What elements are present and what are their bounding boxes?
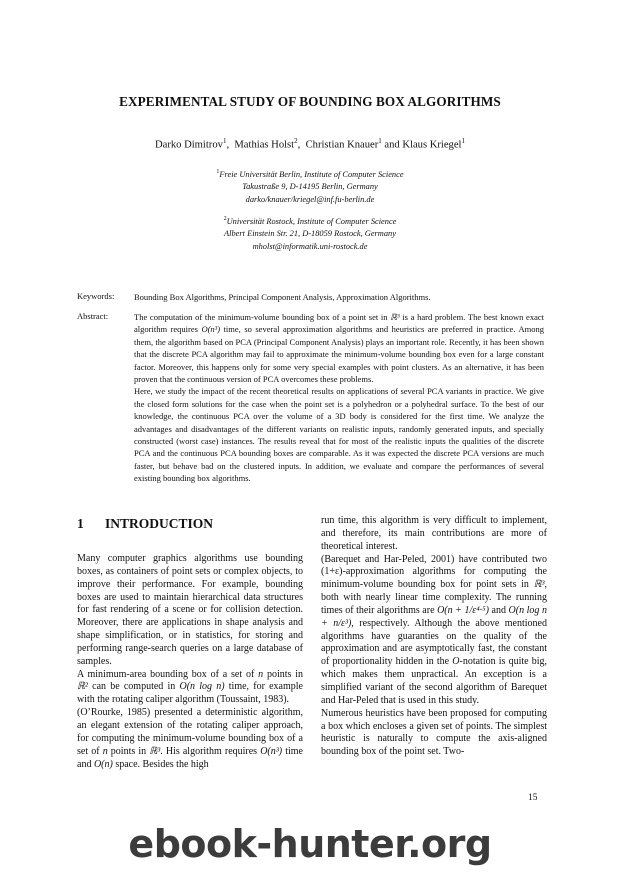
author-name: Darko Dimitrov bbox=[154, 139, 223, 151]
abstract-body bbox=[134, 311, 544, 485]
keywords-text: Bounding Box Algorithms, Principal Component Analysis, Approximation Algorithms. bbox=[134, 292, 431, 302]
affiliation-number: 1 bbox=[216, 169, 220, 175]
affiliation-number: 2 bbox=[223, 216, 227, 222]
keywords-label: Keywords: bbox=[77, 291, 115, 301]
author-name: Christian Knauer bbox=[305, 139, 379, 151]
affiliation-email: darko/knauer/kriegel@inf.fu-berlin.de bbox=[245, 194, 375, 204]
author-name: Klaus Kriegel bbox=[402, 139, 462, 151]
author-separator: , bbox=[297, 139, 301, 151]
body-paragraph: A minimum-area bounding box of a set of n points in ℝ² can be computed in O(n log n) time, for example with the rotating caliper algorithm (Toussaint, 1983). bbox=[77, 668, 303, 706]
author-and: and bbox=[384, 139, 400, 151]
page-number: 15 bbox=[528, 793, 538, 803]
body-paragraph: (O’Rourke, 1985) presented a deterministic algorithm, an elegant extension of the rotating caliper approach, for computing the minimum-volume bounding box of a set of n points in ℝ³. His algorithm requires O(n³) time and O(n) space. Besides the high bbox=[77, 707, 303, 770]
paper-title: EXPERIMENTAL STUDY OF BOUNDING BOX ALGORITHMS bbox=[119, 94, 501, 109]
body-paragraph: Many computer graphics algorithms use bounding boxes, as containers of point sets or complex objects, to improve their performance. For example, bounding boxes are used to maintain hierarchical data structures for fast rendering of a scene or for collision detection. Moreover, there are applications in shape analysis and shape simplification, or in statistics, for storing and performing range-search queries on a large database of samples. bbox=[77, 553, 303, 667]
affiliation-email: mholst@informatik.uni-rostock.de bbox=[252, 241, 368, 251]
body-paragraph: run time, this algorithm is very difficult to implement, and therefore, its main contributions are more of theoretical interest. bbox=[321, 515, 547, 552]
body-column-right bbox=[321, 515, 547, 759]
author-list bbox=[0, 137, 620, 151]
abstract-paragraph: Here, we study the impact of the recent theoretical results on applications of several PCA variants in practice. We give the closed form solutions for the case when the point set is a polyhedron or a polyhedral surface. To the best of our knowledge, the continuous PCA over the volume of a 3D body is considered for the first time. We analyze the advantages and disadvantages of the different variants on realistic inputs, randomly generated inputs, and specially constructed (worst case) instances. The results reveal that for most of the realistic inputs the qualities of the discrete PCA and the continuous PCA bounding boxes are comparable. As it was expected the discrete PCA versions are much faster, but behave bad on the clustered inputs. In addition, we evaluate and compare the performances of several existing bounding box algorithms. bbox=[134, 386, 544, 484]
watermark-banner: ebook-hunter.org bbox=[128, 822, 492, 866]
body-paragraph: (Barequet and Har-Peled, 2001) have contributed two (1+ε)-approximation algorithms for computing the minimum-volume bounding box for point sets in ℝ³, both with nearly linear time complexity. The running times of their algorithms are O(n + 1/ε⁴·⁵) and O(n log n + n/ε³), respectively. Although the above mentioned algorithms have guaranties on the quality of the approximation and are asymptotically fast, the constant of proportionality hidden in the O-notation is quite big, which makes them unpractical. An exception is a simplified variant of the second algorithm of Barequet and Har-Peled that is used in this study. bbox=[321, 553, 547, 706]
section-heading: INTRODUCTION bbox=[105, 516, 214, 531]
affiliation-line: Albert Einstein Str. 21, D-18059 Rostock, Germany bbox=[224, 229, 396, 239]
author-name: Mathias Holst bbox=[234, 139, 295, 151]
affiliation-1 bbox=[0, 166, 620, 206]
abstract-paragraph: The computation of the minimum-volume bounding box of a point set in ℝ³ is a hard problem. The best known exact algorithm requires O(n³) time, so several approximation algorithms and heuristics are preferred in practice. Among them, the algorithm based on PCA (Principal Component Analysis) plays an important role. Recently, it has been shown that the discrete PCA algorithm may fail to approximate the minimum-volume bounding box even for a large constant factor. Moreover, this happens only for some very special examples with point clusters. As an alternative, it has been proven that the continuous version of PCA overcomes these problems. bbox=[134, 312, 544, 385]
section-number: 1 bbox=[77, 516, 84, 531]
affiliation-2 bbox=[0, 213, 620, 253]
abstract-label: Abstract: bbox=[77, 311, 109, 321]
author-affiliation-mark: 1 bbox=[378, 137, 382, 145]
affiliation-line: Takustraße 9, D-14195 Berlin, Germany bbox=[242, 182, 378, 192]
body-paragraph: Numerous heuristics have been proposed for computing a box which encloses a given set of points. The simplest heuristic is naturally to compute the axis-aligned bounding box of the point set. Two- bbox=[321, 707, 547, 758]
affiliation-line: Universität Rostock, Institute of Computer Science bbox=[226, 216, 397, 226]
body-column-left bbox=[77, 553, 303, 771]
author-separator: , bbox=[226, 139, 230, 151]
author-affiliation-mark: 1 bbox=[461, 137, 466, 145]
author-affiliation-mark: 1 bbox=[222, 137, 227, 145]
author-affiliation-mark: 2 bbox=[294, 137, 298, 145]
affiliation-line: Freie Universität Berlin, Institute of Computer Science bbox=[219, 169, 404, 179]
